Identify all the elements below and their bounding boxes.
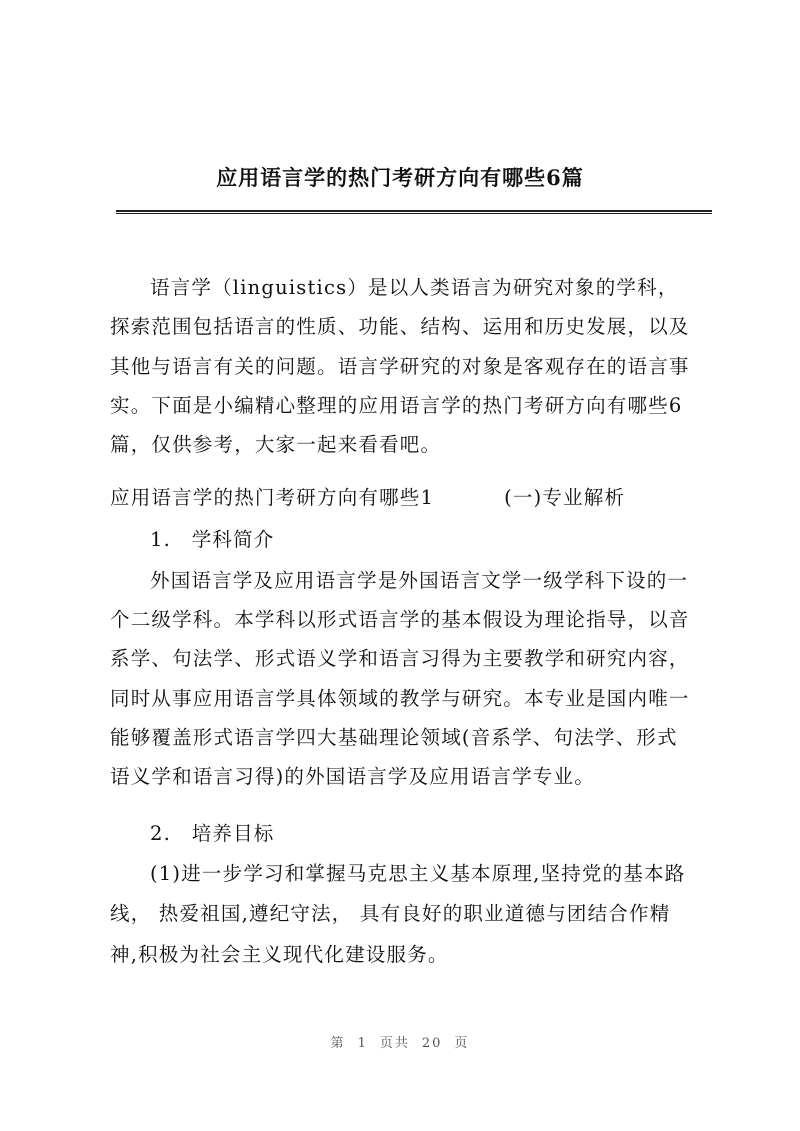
footer-total-pages: 20 (421, 1036, 443, 1051)
item1-line-5: 能够覆盖形式语言学四大基础理论领域(音系学、句法学、形式 (110, 726, 678, 749)
item1-line-3: 系学、句法学、形式语义学和语言习得为主要教学和研究内容， (110, 647, 690, 670)
title-divider (116, 210, 712, 214)
section-heading-row (110, 480, 710, 516)
item2-line-2: 线， 热爱祖国,遵纪守法， 具有良好的职业道德与团结合作精 (110, 902, 671, 925)
item2-heading: 2. 培养目标 (150, 822, 275, 845)
item1-line-4: 同时从事应用语言学具体领域的教学与研究。本专业是国内唯一 (110, 687, 690, 710)
section-heading: 应用语言学的热门考研方向有哪些1 (110, 486, 435, 509)
item2-line-1: (1)进一步学习和掌握马克思主义基本原理,坚持党的基本路 (150, 862, 686, 885)
page-footer (0, 1032, 800, 1051)
footer-middle: 页共 (379, 1036, 410, 1051)
item1-line-2: 个二级学科。本学科以形式语言学的基本假设为理论指导，以音 (110, 608, 690, 631)
footer-prefix: 第 (330, 1036, 346, 1051)
footer-page-number: 1 (357, 1036, 368, 1051)
document-title: 应用语言学的热门考研方向有哪些6篇 (216, 165, 584, 190)
item1-line-1: 外国语言学及应用语言学是外国语言文学一级学科下设的一 (150, 569, 689, 592)
intro-line-2: 探索范围包括语言的性质、功能、结构、运用和历史发展，以及 (110, 315, 690, 338)
intro-line-1: 语言学（linguistics）是以人类语言为研究对象的学科， (150, 276, 679, 299)
footer-suffix: 页 (454, 1036, 470, 1051)
item2-line-3: 神,积极为社会主义现代化建设服务。 (110, 943, 449, 966)
intro-line-4: 实。下面是小编精心整理的应用语言学的热门考研方向有哪些6 (110, 394, 683, 417)
item1-line-6: 语义学和语言习得)的外国语言学及应用语言学专业。 (110, 765, 595, 788)
intro-line-5: 篇，仅供参考，大家一起来看看吧。 (110, 433, 442, 456)
section-subheading: (一)专业解析 (504, 486, 626, 509)
intro-line-3: 其他与语言有关的问题。语言学研究的对象是客观存在的语言事 (110, 355, 690, 378)
item1-heading: 1. 学科简介 (150, 528, 275, 551)
